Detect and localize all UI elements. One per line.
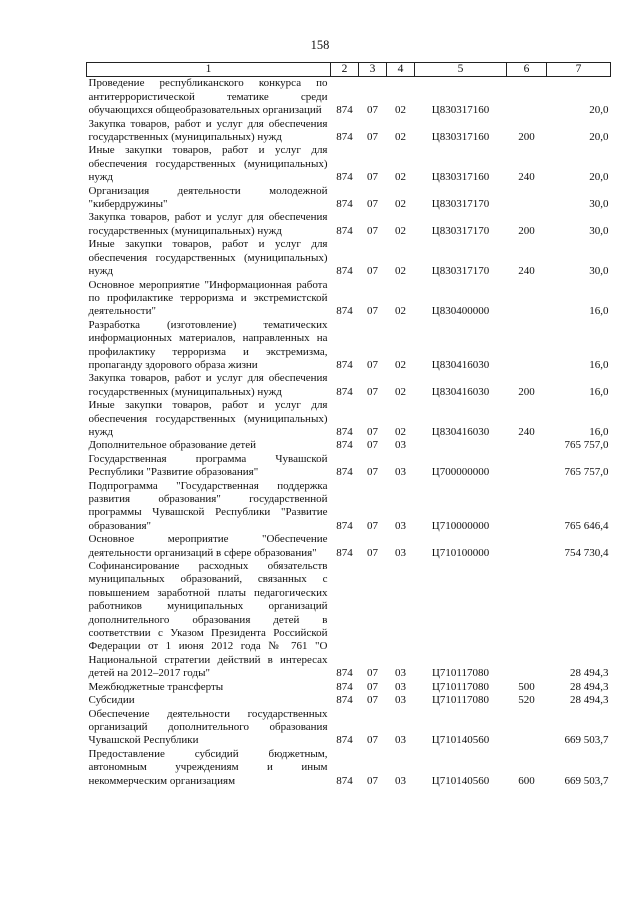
code-subsection: 03 bbox=[395, 439, 406, 452]
amount: 754 730,4 bbox=[564, 546, 609, 559]
column-header: 7 bbox=[547, 63, 611, 77]
code-admin: 874 bbox=[336, 667, 353, 680]
code-target-article: Ц830317160 bbox=[431, 171, 490, 184]
code-target-article: Ц830416030 bbox=[431, 385, 490, 398]
code-section: 07 bbox=[367, 546, 378, 559]
code-section: 07 bbox=[367, 224, 378, 237]
amount: 16,0 bbox=[589, 425, 609, 438]
row-description: Основное мероприятие "Информационная работа по профилактике терроризма и экстремистской деятельности" bbox=[88, 278, 328, 318]
amount: 28 494,3 bbox=[570, 680, 609, 693]
code-section: 07 bbox=[367, 519, 378, 532]
code-subsection: 02 bbox=[395, 224, 406, 237]
budget-table bbox=[86, 62, 611, 788]
code-subsection: 03 bbox=[395, 667, 406, 680]
row-description: Государственная программа Чувашской Республики "Развитие образования" bbox=[88, 452, 328, 479]
code-section: 07 bbox=[367, 734, 378, 747]
code-target-article: Ц830416030 bbox=[431, 425, 490, 438]
page-number: 158 bbox=[310, 38, 330, 52]
code-section: 07 bbox=[367, 198, 378, 211]
amount: 30,0 bbox=[589, 198, 609, 211]
code-target-article: Ц710117080 bbox=[431, 680, 490, 693]
column-header: 4 bbox=[387, 63, 415, 77]
code-expense-type bbox=[507, 319, 547, 373]
row-description: Проведение республиканского конкурса по антитеррористической тематике среди обучающихся общеобразовательных организаций bbox=[88, 77, 328, 117]
code-subsection: 02 bbox=[395, 265, 406, 278]
amount: 765 757,0 bbox=[564, 466, 609, 479]
code-section: 07 bbox=[367, 305, 378, 318]
table-row bbox=[87, 211, 611, 238]
column-header: 1 bbox=[87, 63, 331, 77]
row-description: Межбюджетные трансферты bbox=[88, 680, 224, 693]
code-expense-type bbox=[507, 533, 547, 560]
code-target-article: Ц710100000 bbox=[431, 546, 490, 559]
table-row bbox=[87, 118, 611, 145]
code-section: 07 bbox=[367, 667, 378, 680]
column-header: 6 bbox=[507, 63, 547, 77]
code-admin: 874 bbox=[336, 265, 353, 278]
code-target-article: Ц710140560 bbox=[431, 774, 490, 787]
code-section: 07 bbox=[367, 385, 378, 398]
table-row bbox=[87, 144, 611, 184]
row-description: Иные закупки товаров, работ и услуг для обеспечения государственных (муниципальных) нужд bbox=[88, 399, 328, 438]
row-description: Предоставление субсидий бюджетным, автономным учреждениям и иным некоммерческим организациям bbox=[88, 747, 328, 787]
code-expense-type: 200 bbox=[518, 224, 535, 237]
code-expense-type: 500 bbox=[518, 680, 535, 693]
code-admin: 874 bbox=[336, 774, 353, 787]
column-header: 5 bbox=[415, 63, 507, 77]
code-subsection: 02 bbox=[395, 305, 406, 318]
code-admin: 874 bbox=[336, 131, 353, 144]
table-row bbox=[87, 453, 611, 480]
amount: 16,0 bbox=[589, 305, 609, 318]
code-target-article: Ц830317170 bbox=[431, 198, 490, 211]
amount: 30,0 bbox=[589, 265, 609, 278]
code-subsection: 03 bbox=[395, 774, 406, 787]
code-admin: 874 bbox=[336, 680, 353, 693]
code-target-article: Ц830317160 bbox=[431, 104, 490, 117]
code-expense-type bbox=[507, 439, 547, 452]
code-subsection: 03 bbox=[395, 734, 406, 747]
code-target-article: Ц830317170 bbox=[431, 265, 490, 278]
code-admin: 874 bbox=[336, 305, 353, 318]
amount: 20,0 bbox=[589, 171, 609, 184]
amount: 765 757,0 bbox=[564, 439, 609, 452]
code-admin: 874 bbox=[336, 466, 353, 479]
code-target-article: Ц830317160 bbox=[431, 131, 490, 144]
table-row bbox=[87, 694, 611, 707]
code-expense-type bbox=[507, 480, 547, 534]
code-expense-type bbox=[507, 77, 547, 118]
code-expense-type bbox=[507, 279, 547, 319]
code-admin: 874 bbox=[336, 385, 353, 398]
code-target-article: Ц710140560 bbox=[431, 734, 490, 747]
code-target-article: Ц830400000 bbox=[431, 305, 490, 318]
code-subsection: 02 bbox=[395, 171, 406, 184]
table-row bbox=[87, 77, 611, 118]
amount: 669 503,7 bbox=[564, 734, 609, 747]
code-section: 07 bbox=[367, 265, 378, 278]
code-section: 07 bbox=[367, 358, 378, 371]
code-admin: 874 bbox=[336, 546, 353, 559]
code-subsection: 03 bbox=[395, 519, 406, 532]
code-admin: 874 bbox=[336, 425, 353, 438]
code-subsection: 03 bbox=[395, 694, 406, 707]
code-admin: 874 bbox=[336, 519, 353, 532]
row-description: Основное мероприятие "Обеспечение деятельности организаций в сфере образования" bbox=[88, 533, 328, 559]
code-section: 07 bbox=[367, 680, 378, 693]
code-target-article: Ц830317170 bbox=[431, 224, 490, 237]
code-section: 07 bbox=[367, 439, 378, 452]
row-description: Закупка товаров, работ и услуг для обеспечения государственных (муниципальных) нужд bbox=[88, 372, 328, 398]
code-section: 07 bbox=[367, 694, 378, 707]
table-row bbox=[87, 533, 611, 560]
row-description: Закупка товаров, работ и услуг для обеспечения государственных (муниципальных) нужд bbox=[88, 117, 328, 144]
code-admin: 874 bbox=[336, 171, 353, 184]
table-row bbox=[87, 480, 611, 534]
code-subsection: 02 bbox=[395, 425, 406, 438]
code-section: 07 bbox=[367, 466, 378, 479]
row-description: Подпрограмма "Государственная поддержка развития образования" государственной программы Чувашской Республики "Развитие образования" bbox=[88, 479, 328, 532]
code-expense-type bbox=[507, 453, 547, 480]
code-expense-type: 240 bbox=[518, 425, 535, 438]
column-header: 3 bbox=[359, 63, 387, 77]
table-row bbox=[87, 439, 611, 452]
row-description: Дополнительное образование детей bbox=[88, 439, 257, 452]
amount: 16,0 bbox=[589, 385, 609, 398]
amount: 16,0 bbox=[589, 358, 609, 371]
row-description: Иные закупки товаров, работ и услуг для обеспечения государственных (муниципальных) нужд bbox=[88, 144, 328, 184]
code-expense-type: 240 bbox=[518, 171, 535, 184]
code-section: 07 bbox=[367, 104, 378, 117]
row-description: Разработка (изготовление) тематических информационных материалов, направленных на профилактику терроризма и экстремизма, пропаганду здорового образа жизни bbox=[88, 318, 328, 371]
table-row bbox=[87, 708, 611, 748]
column-header: 2 bbox=[331, 63, 359, 77]
row-description: Иные закупки товаров, работ и услуг для обеспечения государственных (муниципальных) нужд bbox=[88, 238, 328, 278]
row-description: Закупка товаров, работ и услуг для обеспечения государственных (муниципальных) нужд bbox=[88, 211, 328, 237]
amount: 28 494,3 bbox=[570, 667, 609, 680]
code-expense-type: 240 bbox=[518, 265, 535, 278]
code-admin: 874 bbox=[336, 734, 353, 747]
code-section: 07 bbox=[367, 171, 378, 184]
row-description: Субсидии bbox=[88, 694, 135, 707]
row-description: Обеспечение деятельности государственных организаций дополнительного образования Чувашской Республики bbox=[88, 707, 328, 747]
code-subsection: 02 bbox=[395, 385, 406, 398]
code-admin: 874 bbox=[336, 694, 353, 707]
code-expense-type bbox=[507, 560, 547, 681]
row-description: Софинансирование расходных обязательств муниципальных образований, связанных с повышением заработной платы педагогических работников муниципальных организаций дополнительного образования детей в соответствии с Указом Президента Российской Федерации от 1 июня 2012 года № 761 "О Национальной стратегии действий в интересах детей на 2012–2017 годы" bbox=[88, 560, 328, 680]
table-row bbox=[87, 560, 611, 681]
table-row bbox=[87, 238, 611, 278]
code-target-article: Ц710117080 bbox=[431, 667, 490, 680]
code-target-article: Ц830416030 bbox=[431, 358, 490, 371]
table-row bbox=[87, 279, 611, 319]
code-expense-type: 200 bbox=[518, 385, 535, 398]
code-admin: 874 bbox=[336, 358, 353, 371]
code-subsection: 02 bbox=[395, 104, 406, 117]
table-row bbox=[87, 748, 611, 788]
code-expense-type bbox=[507, 185, 547, 212]
code-admin: 874 bbox=[336, 198, 353, 211]
table-row bbox=[87, 399, 611, 439]
amount: 30,0 bbox=[589, 224, 609, 237]
code-admin: 874 bbox=[336, 439, 353, 452]
code-target-article: Ц710000000 bbox=[431, 519, 490, 532]
amount: 28 494,3 bbox=[570, 694, 609, 707]
table-header-row bbox=[87, 63, 611, 77]
code-target-article: Ц710117080 bbox=[431, 694, 490, 707]
code-target-article: Ц700000000 bbox=[431, 466, 490, 479]
amount: 20,0 bbox=[589, 131, 609, 144]
amount: 669 503,7 bbox=[564, 774, 609, 787]
code-expense-type bbox=[507, 708, 547, 748]
code-admin: 874 bbox=[336, 104, 353, 117]
table-row bbox=[87, 185, 611, 212]
code-admin: 874 bbox=[336, 224, 353, 237]
amount: 765 646,4 bbox=[564, 519, 609, 532]
code-section: 07 bbox=[367, 131, 378, 144]
code-subsection: 02 bbox=[395, 358, 406, 371]
code-subsection: 02 bbox=[395, 131, 406, 144]
table-row bbox=[87, 372, 611, 399]
code-expense-type: 520 bbox=[518, 694, 535, 707]
code-subsection: 02 bbox=[395, 198, 406, 211]
code-expense-type: 600 bbox=[518, 774, 535, 787]
table-row bbox=[87, 681, 611, 694]
code-section: 07 bbox=[367, 425, 378, 438]
amount: 20,0 bbox=[589, 104, 609, 117]
row-description: Организация деятельности молодежной "кибердружины" bbox=[88, 184, 328, 211]
code-subsection: 03 bbox=[395, 546, 406, 559]
table-row bbox=[87, 319, 611, 373]
code-target-article bbox=[415, 439, 507, 452]
code-subsection: 03 bbox=[395, 466, 406, 479]
code-subsection: 03 bbox=[395, 680, 406, 693]
code-expense-type: 200 bbox=[518, 131, 535, 144]
code-section: 07 bbox=[367, 774, 378, 787]
